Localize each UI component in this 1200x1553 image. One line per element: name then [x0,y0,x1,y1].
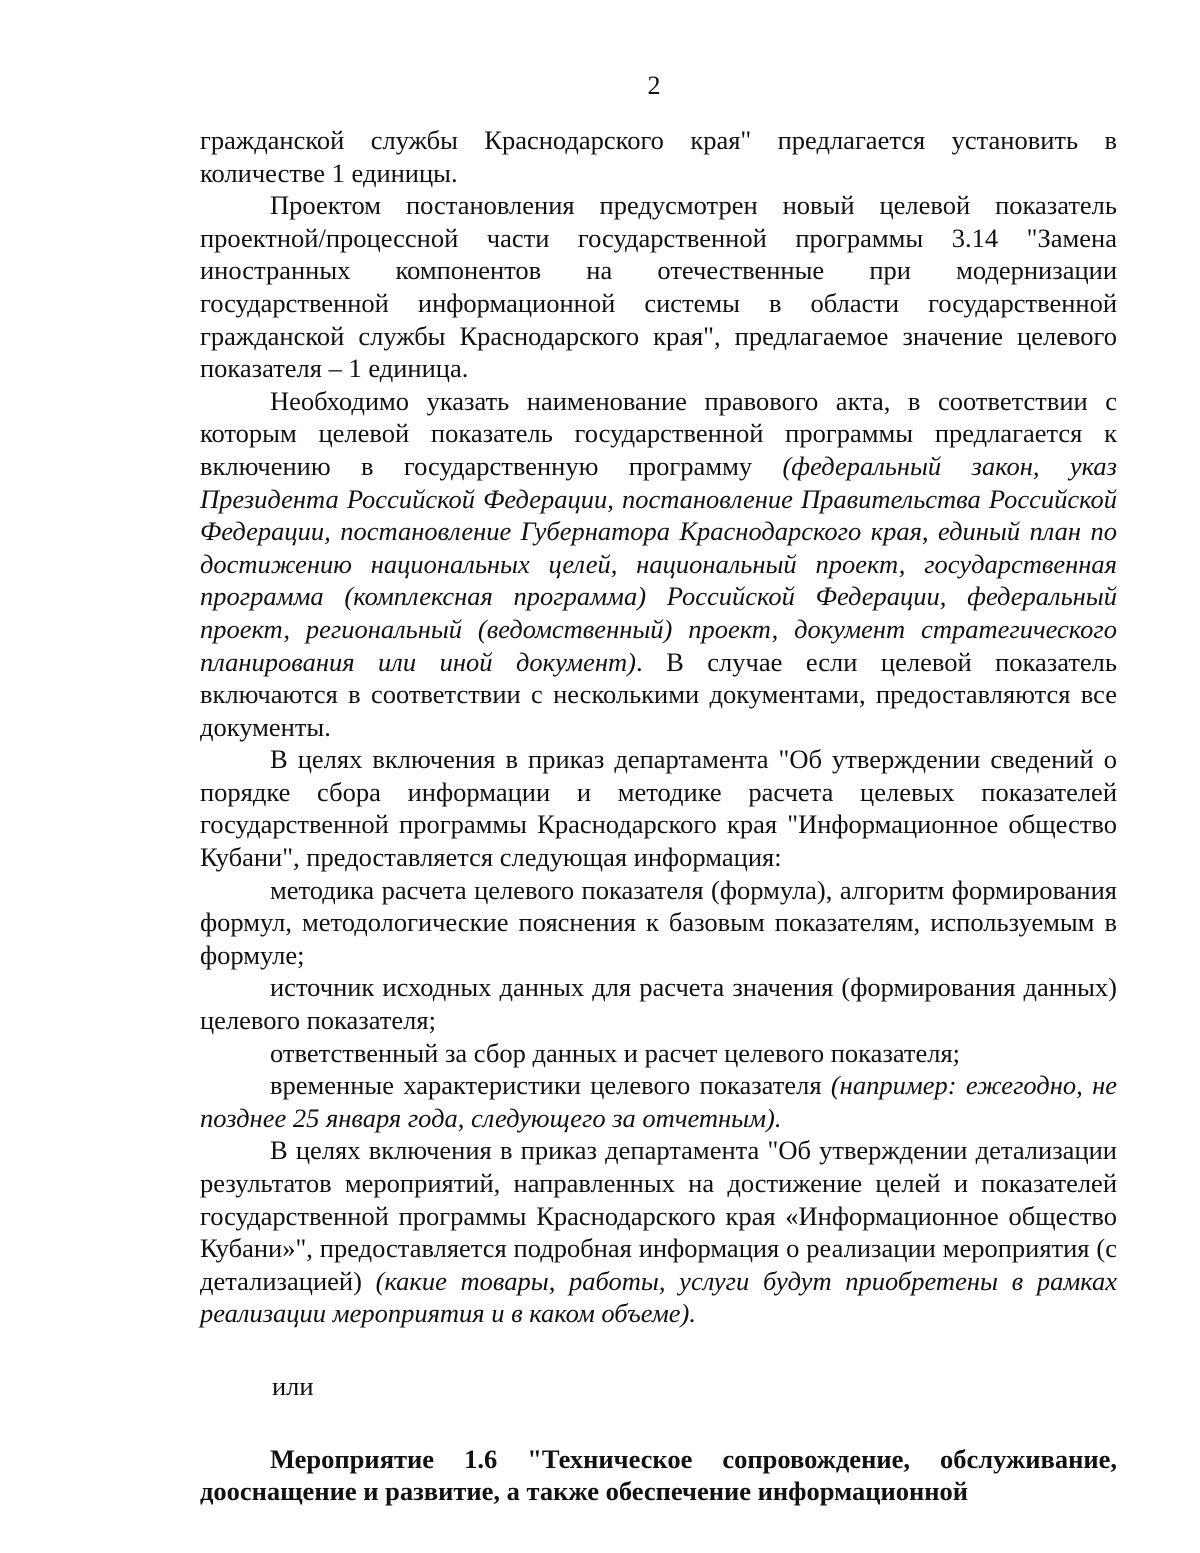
paragraph-or: или [272,1370,314,1401]
paragraph-detailing-italic: (какие товары, работы, услуги будут приобретены в рамках реализации мероприятия и в каком объеме). [200,1265,1117,1329]
document-body [200,124,1117,1508]
paragraph-timing [200,1069,1117,1134]
section-heading: Мероприятие 1.6 "Техническое сопровождение, обслуживание, дооснащение и развитие, а также обеспечение информационной [200,1443,1117,1507]
paragraph-continuation: гражданской службы Краснодарского края" предлагается установить в количестве 1 единицы. [200,125,1117,188]
spacer [200,1330,1117,1370]
paragraph-legal-act-tail: . В случае если целевой показатель включаются в соответствии с несколькими документами, предоставляются все документы. [200,646,1117,742]
paragraph-legal-act-text: Необходимо указать наименование правового акта, в соответствии с которым целевой показатель государственной программы предлагается к включению в государственную программу [200,385,1117,481]
paragraph-timing-text: временные характеристики целевого показателя [270,1070,831,1101]
paragraph-legal-act-italic: (федеральный закон, указ Президента Российской Федерации, постановление Правительства Российской Федерации, постановление Губернатора Краснодарского края, единый план по достижению национальных целей, национальный проект, государственная программа (комплексная программа) Российской Федерации, федеральный проект, региональный (ведомственный) проект, документ стратегического планирования или иной документ) [200,450,1117,677]
page-number: 2 [647,71,661,100]
paragraph-responsible: ответственный за сбор данных и расчет целевого показателя; [270,1037,961,1068]
paragraph-data-source: источник исходных данных для расчета значения (формирования данных) целевого показателя; [200,972,1117,1036]
paragraph-timing-italic: (например: ежегодно, не позднее 25 января года, следующего за отчетным). [200,1070,1117,1133]
paragraph-detailing-text: В целях включения в приказ департамента "Об утверждении детализации результатов мероприятий, направленных на достижение целей и показателей государственной программы Краснодарского края «Информационное общество Кубани»", предоставляется подробная информация о реализации мероприятия (с детализацией) [200,1135,1117,1296]
paragraph-detailing [200,1134,1117,1330]
paragraph-legal-act [200,385,1117,744]
paragraph-methodology: методика расчета целевого показателя (формула), алгоритм формирования формул, методологические пояснения к базовым показателям, используемым в формуле; [200,874,1117,970]
spacer [200,1403,1117,1443]
paragraph-new-indicator: Проектом постановления предусмотрен новый целевой показатель проектной/процессной части государственной программы 3.14 "Замена иностранных компонентов на отечественные при модернизации государственной информационной системы в области государственной гражданской службы Краснодарского края", предлагаемое значение целевого показателя – 1 единица. [200,190,1117,384]
paragraph-order-info: В целях включения в приказ департамента "Об утверждении сведений о порядке сбора информации и методике расчета целевых показателей государственной программы Краснодарского края "Информационное общество Кубани", предоставляется следующая информация: [200,744,1117,873]
